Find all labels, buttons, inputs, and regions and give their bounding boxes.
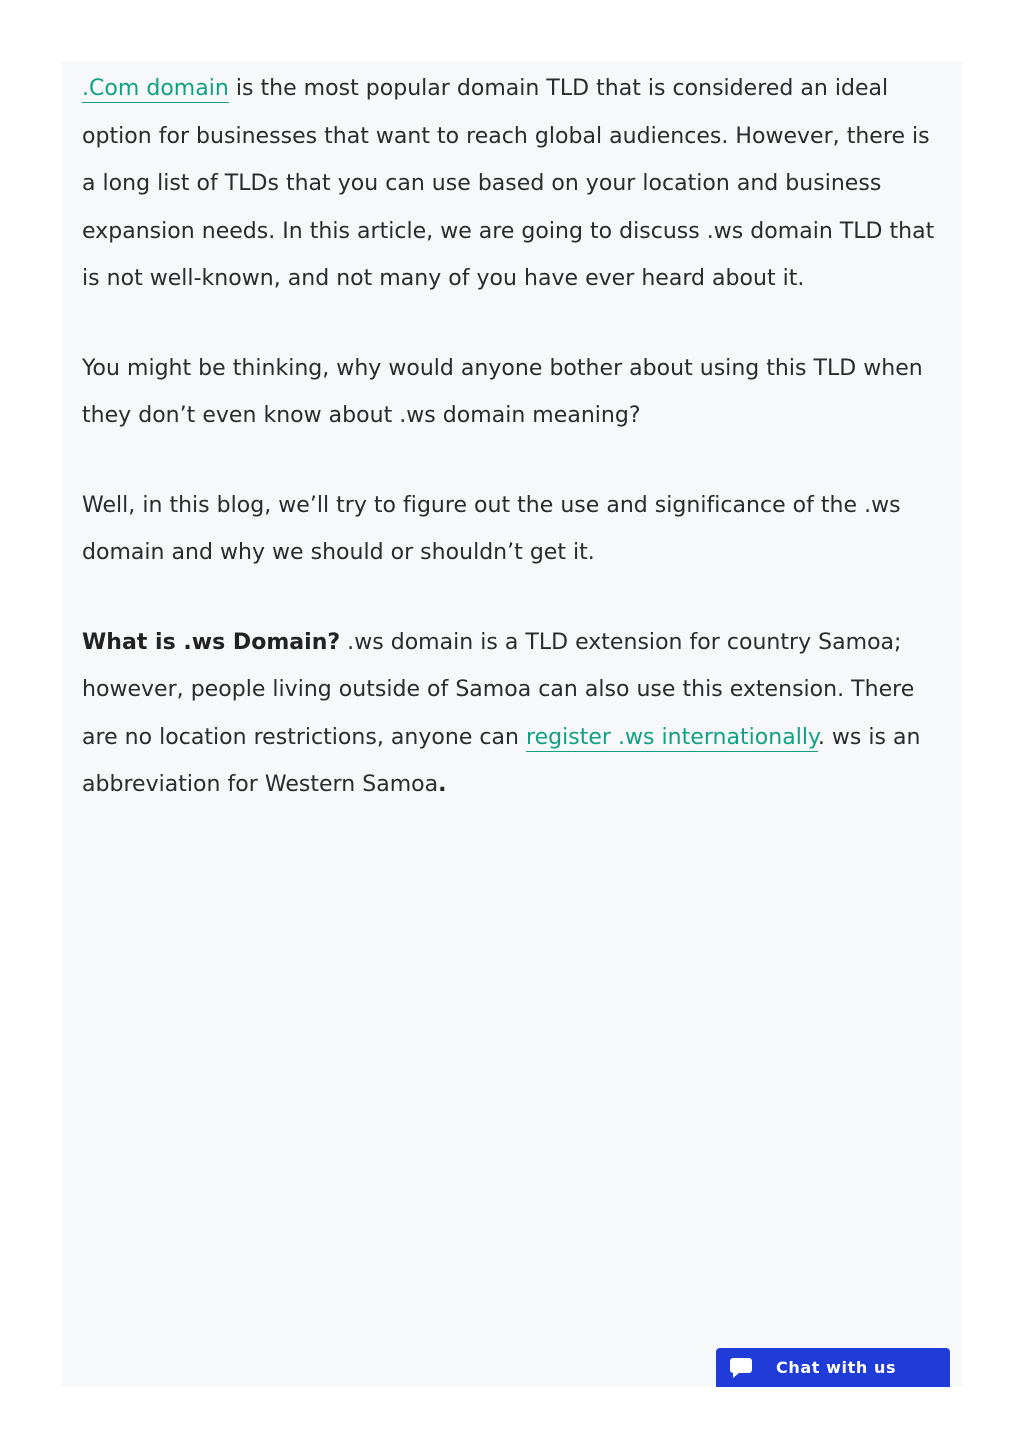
intro-paragraph: [82, 65, 942, 303]
intro-paragraph-text: is the most popular domain TLD that is considered an ideal option for businesses that want to reach global audiences. However, there is a long list of TLDs that you can use based on your location and business expansion needs. In this article, we are going to discuss .ws domain TLD that is not well-known, and not many of you have ever heard about it.: [82, 76, 935, 291]
article-content: [62, 61, 962, 1387]
com-domain-link[interactable]: .Com domain: [82, 76, 229, 101]
third-paragraph: [82, 482, 942, 577]
second-paragraph-text: You might be thinking, why would anyone bother about using this TLD when they don’t even know about .ws domain meaning?: [82, 355, 923, 428]
register-ws-link[interactable]: register .ws internationally: [526, 724, 818, 750]
second-paragraph: [82, 345, 942, 440]
chat-widget-button[interactable]: [716, 1348, 950, 1387]
chat-bubble-icon: [728, 1355, 754, 1381]
definition-paragraph: [82, 619, 942, 809]
definition-end-mark: .: [438, 772, 447, 797]
third-paragraph-text: Well, in this blog, we’ll try to figure out the use and significance of the .ws domain and why we should or shouldn’t get it.: [82, 492, 901, 565]
definition-text-end: . ws is an abbreviation for Western Samoa: [82, 724, 921, 797]
definition-text: .ws domain is a TLD extension for country Samoa; however, people living outside of Samoa can also use this extension. There are no location restrictions, anyone can: [82, 629, 915, 750]
definition-heading: What is .ws Domain?: [82, 629, 341, 655]
chat-label: Chat with us: [776, 1358, 897, 1377]
